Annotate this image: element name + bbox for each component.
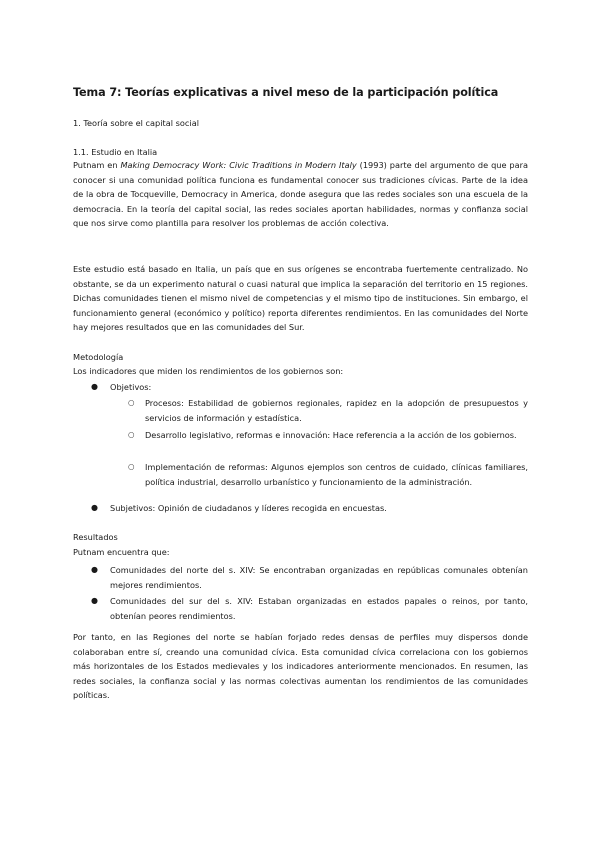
paragraph-conclusion: Por tanto, en las Regiones del norte se habían forjado redes densas de perfiles muy dispersos donde colaboraban entre sí, creando una comunidad cívica. Esta comunidad cívica correlaciona con los gobiernos más horizontales de los Estados medievales y los indicadores anteriormente mencionados. En resumen, las redes sociales, la confianza social y las normas colectivas aumentan los rendimientos de las comunidades políticas. — [73, 632, 528, 701]
bullet-icon: ● — [91, 565, 98, 574]
section-heading: 1. Teoría sobre el capital social — [73, 118, 199, 128]
bullet-icon: ● — [91, 503, 98, 512]
bullet-icon: ● — [91, 382, 98, 391]
results-heading: Resultados — [73, 532, 118, 542]
paragraph-italia: Este estudio está basado en Italia, un país que en sus orígenes se encontraba fuertemente centralizado. No obstante, se da un experimento natural o cuasi natural que implica la separación del territorio en 15 regiones. Dichas comunidades tienen el mismo nivel de competencias y el mismo tipo de instituciones. Sin embargo, el funcionamiento general (económico y político) reporta diferentes rendimientos. En las comunidades del Norte hay mejores resultados que en las comunidades del Sur. — [73, 264, 528, 333]
circle-bullet-icon: ○ — [128, 462, 135, 471]
result-item-norte: Comunidades del norte del s. XIV: Se encontraban organizadas en repúblicas comunales obtenían mejores rendimientos. — [110, 565, 528, 590]
subsection-heading: 1.1. Estudio en Italia — [73, 147, 158, 157]
circle-bullet-icon: ○ — [128, 398, 135, 407]
paragraph-putnam — [73, 158, 528, 231]
objective-item-desarrollo: Desarrollo legislativo, reformas e innovación: Hace referencia a la acción de los gobiernos. — [145, 430, 517, 440]
subjective-item: Subjetivos: Opinión de ciudadanos y líderes recogida en encuestas. — [110, 503, 387, 513]
document-title: Tema 7: Teorías explicativas a nivel meso de la participación política — [73, 86, 499, 99]
objective-item-implementacion: Implementación de reformas: Algunos ejemplos son centros de cuidado, clínicas familiares, política industrial, desarrollo urbanístico y funcionamiento de la administración. — [145, 462, 528, 487]
objectives-label: Objetivos: — [110, 382, 152, 392]
paragraph-putnam-rest: (1993) parte del argumento de que para conocer si una comunidad política funciona es fundamental conocer sus tradiciones cívicas. Parte de la idea de la obra de Tocqueville, Democracy in America, donde asegura que las redes sociales son una escuela de la democracia. En la teoría del capital social, las redes sociales aportan habilidades, normas y confianza social que nos sirve como plantilla para resolver los problemas de acción colectiva. — [73, 160, 528, 229]
methodology-heading: Metodología — [73, 352, 124, 362]
results-intro: Putnam encuentra que: — [73, 547, 170, 557]
methodology-intro: Los indicadores que miden los rendimientos de los gobiernos son: — [73, 366, 344, 376]
circle-bullet-icon: ○ — [128, 430, 135, 439]
bullet-icon: ● — [91, 596, 98, 605]
paragraph-putnam-start: Putnam en — [73, 160, 121, 170]
objective-item-procesos: Procesos: Estabilidad de gobiernos regionales, rapidez en la adopción de presupuestos y servicios de información y estadística. — [145, 398, 528, 423]
book-title: Making Democracy Work: Civic Traditions in Modern Italy — [120, 160, 357, 170]
result-item-sur: Comunidades del sur del s. XIV: Estaban organizadas en estados papales o reinos, por tanto, obtenían peores rendimientos. — [110, 596, 528, 621]
